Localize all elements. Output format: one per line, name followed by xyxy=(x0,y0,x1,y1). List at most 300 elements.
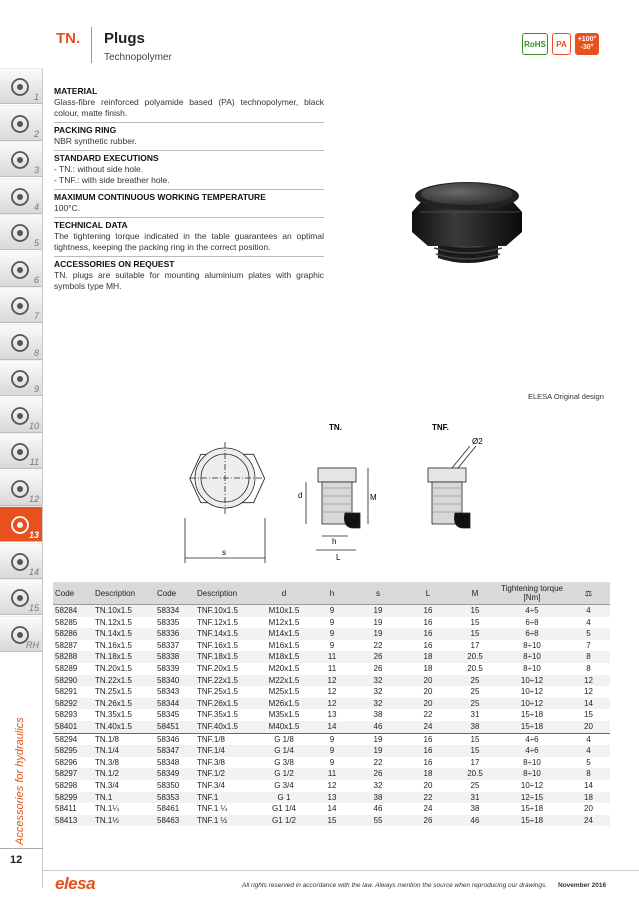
table-cell: G 1/2 xyxy=(257,768,311,780)
table-cell: 9 xyxy=(329,640,335,650)
table-cell: 14 xyxy=(327,804,337,814)
table-cell: TN.26x1.5 xyxy=(93,698,155,710)
table-cell: TN.1/2 xyxy=(93,768,155,780)
table-cell: G 1 xyxy=(257,792,311,804)
temperature-badge xyxy=(575,33,599,55)
table-cell: 25 xyxy=(470,780,480,790)
table-cell: 58297 xyxy=(53,768,93,780)
dim-label-h: h xyxy=(332,537,337,546)
table-cell: TNF.22x1.5 xyxy=(195,675,257,687)
sidebar-item-number: 13 xyxy=(28,530,39,540)
table-cell: G 1/8 xyxy=(257,733,311,745)
table-header-row xyxy=(53,582,610,605)
spec-heading: PACKING RING xyxy=(54,125,117,135)
category-icon xyxy=(8,185,32,209)
specifications xyxy=(54,84,324,295)
table-cell: TNF.10x1.5 xyxy=(195,605,257,617)
table-cell: TN.18x1.5 xyxy=(93,651,155,663)
table-cell: 20 xyxy=(567,721,610,733)
table-row xyxy=(53,698,610,710)
table-cell: TN.3/8 xyxy=(95,757,120,767)
table-row xyxy=(53,815,610,827)
dimensions-table xyxy=(53,582,610,826)
sidebar-item-14[interactable] xyxy=(0,543,42,579)
table-cell: 19 xyxy=(353,605,403,617)
table-cell: M12x1.5 xyxy=(268,617,300,627)
col-header: h xyxy=(311,582,353,605)
table-cell: 12 xyxy=(327,687,337,697)
table-cell: G1 1/2 xyxy=(257,815,311,827)
table-cell: 14 xyxy=(584,780,593,790)
table-cell: 58334 xyxy=(155,605,195,617)
sidebar-item-4[interactable] xyxy=(0,178,42,214)
table-cell: 38 xyxy=(353,792,403,804)
table-cell: 9 xyxy=(329,617,335,627)
table-cell: TN.10x1.5 xyxy=(93,605,155,617)
table-cell: 58337 xyxy=(157,640,180,650)
spec-text: - TN.: without side hole. xyxy=(54,164,144,174)
table-cell: TNF.25x1.5 xyxy=(197,687,238,697)
sidebar-item-number: 11 xyxy=(29,457,39,467)
table-cell: 58335 xyxy=(157,617,180,627)
spec-technical-data xyxy=(54,218,324,257)
table-cell: 6÷8 xyxy=(525,617,539,627)
table-cell: 12 xyxy=(327,780,337,790)
col-header: Description xyxy=(93,582,155,605)
table-row xyxy=(53,663,610,675)
table-cell: 18 xyxy=(403,768,453,780)
table-cell: TNF.20x1.5 xyxy=(197,663,238,673)
table-cell: 8 xyxy=(567,768,610,780)
table-cell: 58299 xyxy=(53,792,93,804)
table-cell: 58338 xyxy=(155,651,195,663)
table-cell: 13 xyxy=(311,792,353,804)
table-cell: 58286 xyxy=(53,628,93,640)
table-cell: 58294 xyxy=(53,733,93,745)
table-cell: 15 xyxy=(311,815,353,827)
col-header: Description xyxy=(195,582,257,605)
table-cell: TNF.3/4 xyxy=(197,780,226,790)
table-cell: 58344 xyxy=(155,698,195,710)
table-cell: 58293 xyxy=(55,710,78,720)
table-cell: 38 xyxy=(373,710,383,720)
table-cell: 10÷12 xyxy=(520,780,544,790)
spec-material xyxy=(54,84,324,123)
table-cell: 58451 xyxy=(155,721,195,733)
table-cell: 4÷6 xyxy=(497,733,567,745)
spec-heading: ACCESSORIES ON REQUEST xyxy=(54,259,175,269)
table-cell: 18 xyxy=(423,663,433,673)
sidebar-item-number: 15 xyxy=(28,603,39,613)
table-cell: 46 xyxy=(373,804,383,814)
product-code: TN. xyxy=(56,30,81,47)
table-cell: 16 xyxy=(403,628,453,640)
table-cell: TN.22x1.5 xyxy=(93,675,155,687)
col-header: M xyxy=(453,582,497,605)
table-cell: 24 xyxy=(423,804,433,814)
table-cell: TN.40x1.5 xyxy=(93,721,155,733)
table-row xyxy=(53,733,610,745)
table-cell: 15 xyxy=(584,710,593,720)
table-cell: 15 xyxy=(453,605,497,617)
table-cell: 12 xyxy=(311,675,353,687)
page-subtitle: Technopolymer xyxy=(104,52,172,63)
category-icon xyxy=(8,331,32,355)
table-row xyxy=(53,640,610,652)
table-cell: 7 xyxy=(586,640,591,650)
dim-label-d: d xyxy=(298,491,303,500)
table-cell: 22 xyxy=(403,792,453,804)
table-cell: TNF.35x1.5 xyxy=(197,710,238,720)
table-cell: 58296 xyxy=(55,757,78,767)
table-cell: 11 xyxy=(311,768,353,780)
table-body xyxy=(53,605,610,827)
table-cell: M35x1.5 xyxy=(268,710,300,720)
table-cell: 16 xyxy=(403,733,453,745)
table-cell: G 3/8 xyxy=(274,757,294,767)
side-view-tnf-drawing xyxy=(428,446,476,528)
table-cell: 17 xyxy=(470,757,480,767)
table-cell: TN.12x1.5 xyxy=(95,617,132,627)
table-cell: 58413 xyxy=(53,815,93,827)
table-cell: 58411 xyxy=(55,804,77,814)
dim-label-m: M xyxy=(370,493,377,502)
sidebar-item-number: 14 xyxy=(28,566,39,577)
drawing-label-tn: TN. xyxy=(329,423,342,432)
footer-date: November 2016 xyxy=(558,882,607,889)
header-divider xyxy=(91,27,92,63)
table-cell: M18x1.5 xyxy=(257,651,311,663)
table-cell: 25 xyxy=(470,687,480,697)
design-note: ELESA Original design xyxy=(528,392,604,401)
table-cell: 10÷12 xyxy=(497,675,567,687)
table-cell: 11 xyxy=(327,663,337,673)
table-cell: 17 xyxy=(470,640,480,650)
col-header: Tightening torque [Nm] xyxy=(497,582,567,605)
table-cell: M22x1.5 xyxy=(257,675,311,687)
table-cell: 18 xyxy=(567,792,610,804)
table-cell: 16 xyxy=(423,757,433,767)
table-row xyxy=(53,675,610,687)
category-icon xyxy=(8,258,32,282)
spec-heading: MAXIMUM CONTINUOUS WORKING TEMPERATURE xyxy=(54,192,266,202)
table-cell: TNF.3/8 xyxy=(197,757,226,767)
category-icon xyxy=(8,148,32,172)
footer-rights: All rights reserved in accordance with the law. Always mention the source when reproducing our drawings. xyxy=(242,882,548,889)
table-cell: 58288 xyxy=(53,651,93,663)
table-cell: 32 xyxy=(353,675,403,687)
sidebar-item-11[interactable] xyxy=(0,433,42,469)
table-cell: 32 xyxy=(373,780,383,790)
table-cell: G 1/4 xyxy=(257,745,311,757)
table-cell: 55 xyxy=(353,815,403,827)
table-cell: 5 xyxy=(586,757,591,767)
table-cell: 9 xyxy=(311,605,353,617)
spec-text: 100°C. xyxy=(54,203,81,213)
spec-heading: STANDARD EXECUTIONS xyxy=(54,153,159,163)
table-cell: 10÷12 xyxy=(497,698,567,710)
spec-heading: TECHNICAL DATA xyxy=(54,220,128,230)
table-cell: 19 xyxy=(353,745,403,757)
table-cell: 20.5 xyxy=(467,663,483,673)
table-cell: M25x1.5 xyxy=(268,687,300,697)
table-cell: TNF.12x1.5 xyxy=(197,617,238,627)
table-cell: 8÷10 xyxy=(523,640,541,650)
sidebar-item-12[interactable] xyxy=(0,470,42,506)
spec-text: TN. plugs are suitable for mounting aluminium plates with graphic symbols type MH. xyxy=(54,270,324,291)
table-cell: 58401 xyxy=(53,721,93,733)
sidebar-item-number: 12 xyxy=(28,493,39,504)
table-cell: TNF.1 xyxy=(195,792,257,804)
table-cell: 10÷12 xyxy=(520,687,544,697)
category-icon xyxy=(8,112,32,136)
table-cell: 4 xyxy=(567,605,610,617)
table-row xyxy=(53,651,610,663)
col-header: Code xyxy=(155,582,195,605)
table-cell: 9 xyxy=(329,757,335,767)
table-row xyxy=(53,605,610,617)
table-row xyxy=(53,745,610,757)
table-cell: 16 xyxy=(403,745,453,757)
spec-heading: MATERIAL xyxy=(54,86,98,96)
sidebar-item-3[interactable] xyxy=(0,141,42,177)
table-cell: 20 xyxy=(423,780,433,790)
table-cell: 15 xyxy=(453,733,497,745)
table-cell: 58291 xyxy=(55,687,78,697)
table-cell: 58336 xyxy=(155,628,195,640)
table-cell: 15÷18 xyxy=(520,710,544,720)
sidebar-item-number: 3 xyxy=(33,165,39,175)
table-cell: 20 xyxy=(403,675,453,687)
category-icon xyxy=(8,221,32,245)
footer-divider xyxy=(43,870,639,871)
table-cell: 4÷5 xyxy=(497,605,567,617)
category-icon xyxy=(8,440,32,464)
table-cell: TN.1/8 xyxy=(93,733,155,745)
table-row xyxy=(53,768,610,780)
sidebar-item-6[interactable] xyxy=(0,251,42,287)
sidebar-item-13[interactable] xyxy=(0,506,42,542)
table-cell: 20.5 xyxy=(453,768,497,780)
table-cell: 26 xyxy=(353,651,403,663)
table-cell: TNF.16x1.5 xyxy=(197,640,238,650)
spec-standard-executions xyxy=(54,151,324,190)
table-row xyxy=(53,686,610,698)
table-cell: 15 xyxy=(453,745,497,757)
front-view-drawing xyxy=(185,442,265,563)
table-cell: 19 xyxy=(353,628,403,640)
category-icon xyxy=(8,75,32,99)
spec-text: The tightening torque indicated in the table guarantees an optimal tightness, keeping the packing ring in the correct position. xyxy=(54,231,324,252)
table-cell: TNF.26x1.5 xyxy=(195,698,257,710)
table-cell: 25 xyxy=(453,698,497,710)
table-cell: 24 xyxy=(567,815,610,827)
table-cell: 58353 xyxy=(155,792,195,804)
table-cell: 8÷10 xyxy=(523,663,541,673)
table-cell: 11 xyxy=(311,651,353,663)
pa-badge: PA xyxy=(552,33,571,55)
table-row xyxy=(53,792,610,804)
sidebar-item-number: 8 xyxy=(33,347,39,358)
table-cell: 38 xyxy=(453,721,497,733)
table-cell: TN.3/4 xyxy=(95,780,120,790)
table-cell: 8÷10 xyxy=(497,651,567,663)
table-cell: TN.35x1.5 xyxy=(95,710,132,720)
table-cell: M10x1.5 xyxy=(257,605,311,617)
table-cell: 4÷6 xyxy=(497,745,567,757)
spec-packing-ring xyxy=(54,123,324,151)
table-cell: 32 xyxy=(353,698,403,710)
table-cell: 22 xyxy=(423,710,433,720)
sidebar-item-RH[interactable] xyxy=(0,616,42,652)
table-cell: TN.16x1.5 xyxy=(95,640,132,650)
sidebar-divider xyxy=(0,848,43,849)
table-cell: 22 xyxy=(373,640,383,650)
table-cell: TNF.40x1.5 xyxy=(195,721,257,733)
sidebar-item-8[interactable] xyxy=(0,324,42,360)
table-cell: 31 xyxy=(470,710,480,720)
table-cell: TN.1¼ xyxy=(95,804,120,814)
table-row xyxy=(53,803,610,815)
table-cell: 4 xyxy=(586,617,591,627)
table-cell: TN.14x1.5 xyxy=(93,628,155,640)
table-cell: 8÷10 xyxy=(497,768,567,780)
table-cell: 14 xyxy=(311,721,353,733)
col-header: L xyxy=(403,582,453,605)
table-cell: G 3/4 xyxy=(274,780,294,790)
table-cell: 58346 xyxy=(155,733,195,745)
table-cell: 12÷15 xyxy=(497,792,567,804)
table-cell: 14 xyxy=(567,698,610,710)
table-cell: 8÷10 xyxy=(523,757,541,767)
weight-icon: ⚖ xyxy=(567,582,610,605)
col-header: s xyxy=(353,582,403,605)
table-cell: TNF.1/8 xyxy=(195,733,257,745)
sidebar-item-number: 5 xyxy=(33,238,39,248)
table-cell: 58287 xyxy=(55,640,78,650)
table-cell: 8 xyxy=(586,663,591,673)
table-cell: 15 xyxy=(470,617,480,627)
table-cell: 46 xyxy=(353,721,403,733)
table-cell: 26 xyxy=(373,663,383,673)
side-view-tn-drawing xyxy=(306,468,368,550)
table-cell: 24 xyxy=(403,721,453,733)
table-row xyxy=(53,780,610,792)
table-cell: 19 xyxy=(373,617,383,627)
col-header: d xyxy=(257,582,311,605)
table-cell: 12 xyxy=(584,687,593,697)
table-cell: 58284 xyxy=(53,605,93,617)
table-cell: 58463 xyxy=(155,815,195,827)
table-cell: TN.25x1.5 xyxy=(95,687,132,697)
spec-text: Glass-fibre reinforced polyamide based (PA) technopolymer, black colour, matte finish. xyxy=(54,97,324,118)
sidebar-item-number: 10 xyxy=(28,420,39,431)
sidebar-item-7[interactable] xyxy=(0,287,42,323)
sidebar-item-number: 9 xyxy=(33,384,39,394)
table-cell: 9 xyxy=(311,745,353,757)
table-cell: 58289 xyxy=(55,663,78,673)
table-cell: TN.1½ xyxy=(93,815,155,827)
table-cell: 58347 xyxy=(155,745,195,757)
sidebar-item-5[interactable] xyxy=(0,214,42,250)
table-cell: 46 xyxy=(453,815,497,827)
table-cell: 20 xyxy=(403,698,453,710)
table-cell: TNF.1/2 xyxy=(195,768,257,780)
certification-badges xyxy=(522,33,599,55)
sidebar-item-9[interactable] xyxy=(0,360,42,396)
sidebar-item-10[interactable] xyxy=(0,397,42,433)
sidebar-item-number: 4 xyxy=(33,201,39,212)
table-cell: G1 1/4 xyxy=(271,804,296,814)
sidebar-item-15[interactable] xyxy=(0,579,42,615)
table-cell: M20x1.5 xyxy=(268,663,300,673)
temp-max: +100° xyxy=(577,36,597,43)
table-cell: 58285 xyxy=(55,617,78,627)
sidebar-item-number: 6 xyxy=(33,274,39,285)
technical-drawings xyxy=(170,418,510,578)
table-row xyxy=(53,628,610,640)
table-cell: TN.1/4 xyxy=(93,745,155,757)
table-cell: TNF.1/4 xyxy=(195,745,257,757)
table-cell: 8 xyxy=(567,651,610,663)
table-cell: TNF.1 ¼ xyxy=(197,804,228,814)
table-cell: TNF.18x1.5 xyxy=(195,651,257,663)
product-photo xyxy=(400,172,535,272)
table-cell: 13 xyxy=(327,710,337,720)
sidebar-item-2[interactable] xyxy=(0,105,42,141)
sidebar-item-number: 7 xyxy=(33,311,39,321)
section-vertical-label: Accessories for hydraulics xyxy=(14,717,26,845)
table-cell: 20 xyxy=(423,687,433,697)
drawing-label-tnf: TNF. xyxy=(432,423,449,432)
table-cell: 4 xyxy=(567,745,610,757)
category-icon xyxy=(8,294,32,318)
table-cell: 25 xyxy=(453,675,497,687)
table-row xyxy=(53,721,610,733)
table-row xyxy=(53,617,610,629)
table-cell: 18 xyxy=(403,651,453,663)
dim-label-phi2: Ø2 xyxy=(472,437,483,446)
table-cell: 58343 xyxy=(157,687,180,697)
table-cell: 58295 xyxy=(53,745,93,757)
temp-min: -30° xyxy=(580,44,594,51)
table-cell: 12 xyxy=(311,698,353,710)
dim-label-l: L xyxy=(336,553,341,562)
table-cell: 58350 xyxy=(157,780,180,790)
table-cell: 19 xyxy=(353,733,403,745)
table-cell: 58349 xyxy=(155,768,195,780)
table-cell: 31 xyxy=(453,792,497,804)
page-number: 12 xyxy=(10,854,23,866)
table-cell: M26x1.5 xyxy=(257,698,311,710)
table-cell: 20 xyxy=(584,804,593,814)
table-cell: 58298 xyxy=(55,780,78,790)
table-cell: 58461 xyxy=(157,804,180,814)
table-cell: 22 xyxy=(373,757,383,767)
spec-text: - TNF.: with side breather hole. xyxy=(54,175,170,185)
table-cell: 15÷18 xyxy=(497,815,567,827)
dim-label-s: s xyxy=(222,548,226,557)
table-cell: 32 xyxy=(373,687,383,697)
spec-accessories xyxy=(54,257,324,295)
table-cell: TN.20x1.5 xyxy=(95,663,132,673)
table-cell: 38 xyxy=(470,804,480,814)
table-cell: TN.1 xyxy=(93,792,155,804)
table-cell: 15÷18 xyxy=(497,721,567,733)
table-cell: 58345 xyxy=(157,710,180,720)
table-cell: TNF.1 ½ xyxy=(195,815,257,827)
sidebar-item-1[interactable] xyxy=(0,68,42,104)
